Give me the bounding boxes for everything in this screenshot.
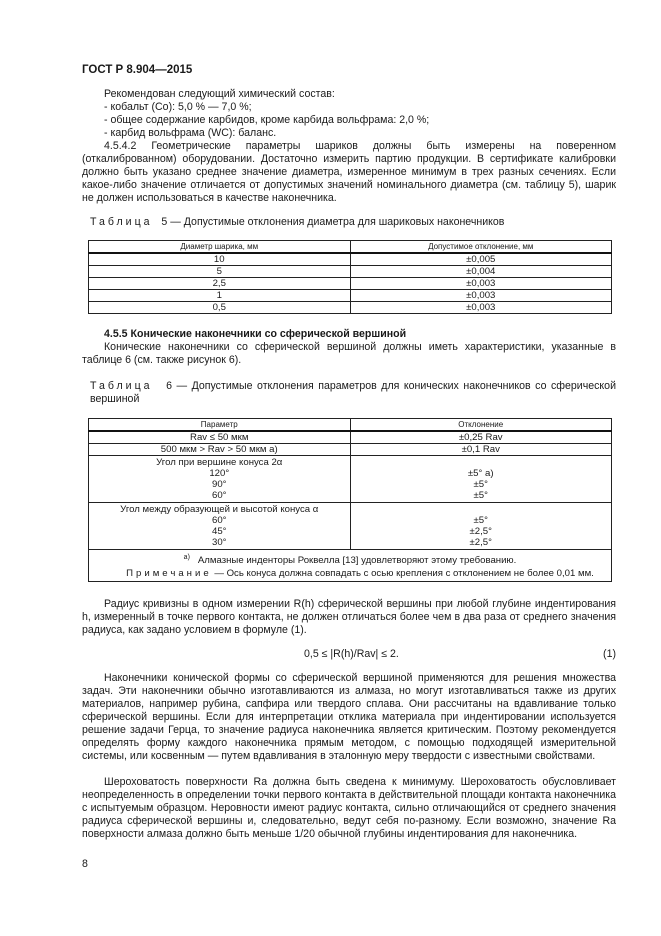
- applications-paragraph: Наконечники конической формы со сферической вершиной применяются для решения множества задач. Эти наконечники обычно изготавливаются из алмаза, но могут изготавливаться также из других материалов, например рубина, сапфира или твердого сплава. Они рассчитаны на вдавливание только сферической вершины. Если для интерпретации отклика материала при индентировании используется решение задачи Герца, то значение радиуса наконечника является критическим. Поэтому рекомендуется определять форму каждого наконечника прямым методом, с помощью подходящей измерительной системы, или косвенным — путем вдавливания в эталонную меру твердости с известными свойствами.: [82, 672, 616, 762]
- composition-item: - карбид вольфрама (WC): баланс.: [104, 127, 277, 139]
- formula-expression: 0,5 ≤ |R(h)/Rav| ≤ 2.: [304, 648, 399, 660]
- angle-value: 120°: [209, 468, 230, 479]
- section-455-title: 4.5.5 Конические наконечники со сферической вершиной: [104, 328, 407, 340]
- table5: [88, 240, 612, 314]
- angle-value: 45°: [211, 526, 227, 537]
- cell: ±0,003: [350, 302, 612, 314]
- deviation-value: ±5°: [473, 515, 488, 526]
- table-label: Таблица: [90, 216, 153, 228]
- cell: [89, 503, 351, 550]
- angle-value: 30°: [211, 537, 227, 548]
- table5-caption: [90, 216, 504, 229]
- table-row: [89, 503, 612, 550]
- standard-header: ГОСТ Р 8.904—2015: [82, 64, 193, 76]
- deviation-value: ±5° a): [467, 468, 494, 479]
- cell: 1: [89, 290, 351, 302]
- table-row: [89, 266, 612, 278]
- table-row: [89, 302, 612, 314]
- cell: ±0,25 Rav: [350, 431, 612, 444]
- cell: [89, 456, 351, 503]
- table-row: [89, 253, 612, 266]
- table6-caption: [90, 380, 616, 406]
- group-title: Угол при вершине конуса 2α: [156, 457, 283, 468]
- column-header: Параметр: [89, 419, 351, 432]
- table-row: [89, 290, 612, 302]
- cell: 5: [89, 266, 351, 278]
- composition-lead: Рекомендован следующий химический состав:: [104, 88, 335, 100]
- table-row: [89, 431, 612, 444]
- table-caption-text: 5 — Допустимые отклонения диаметра для шариковых наконечников: [161, 216, 505, 228]
- deviation-value: ±5°: [473, 490, 488, 501]
- deviation-value: ±2,5°: [469, 537, 492, 548]
- column-header: Диаметр шарика, мм: [89, 241, 351, 254]
- section-455-text: Конические наконечники со сферической вершиной должны иметь характеристики, указанные в таблице 6 (см. также рисунок 6).: [82, 341, 616, 366]
- formula-1: [82, 648, 616, 662]
- footnote-text: Алмазные инденторы Роквелла [13] удовлетворяют этому требованию.: [197, 555, 517, 567]
- angle-value: 60°: [211, 515, 227, 526]
- cell: [350, 456, 612, 503]
- cell: ±0,005: [350, 253, 612, 266]
- page-number: 8: [82, 858, 88, 870]
- table-caption-text: 6 — Допустимые отклонения параметров для конических наконечников со сферической вершиной: [90, 380, 616, 405]
- table-footnote-row: [89, 550, 612, 582]
- table-label: Таблица: [90, 380, 153, 392]
- paragraph-4542: 4.5.4.2 Геометрические параметры шариков должны быть измерены на поверенном (откалиброванном) оборудовании. Достаточно измерить партию продукции. В сертификате калибровки должно быть указано среднее значение диаметра, измеренное минимум в трех разных сечениях. Если какое-либо значение отличается от допустимых значений номинального диаметра (см. таблицу 5), шарик не должен использоваться в качестве наконечника.: [82, 140, 616, 204]
- cell: ±0,1 Rav: [350, 444, 612, 456]
- cell: 10: [89, 253, 351, 266]
- table-row: [89, 456, 612, 503]
- cell: Rav ≤ 50 мкм: [89, 431, 351, 444]
- note-text: — Ось конуса должна совпадать с осью крепления с отклонением не более 0,01 мм.: [214, 568, 594, 580]
- cell: ±0,004: [350, 266, 612, 278]
- column-header: Отклонение: [350, 419, 612, 432]
- formula-number: (1): [603, 648, 616, 660]
- cell: ±0,003: [350, 278, 612, 290]
- deviation-value: ±5°: [473, 479, 488, 490]
- composition-item: - общее содержание карбидов, кроме карбида вольфрама: 2,0 %;: [104, 114, 430, 126]
- cell: 0,5: [89, 302, 351, 314]
- cell: 2,5: [89, 278, 351, 290]
- cell: 500 мкм > Rav > 50 мкм a): [89, 444, 351, 456]
- table-row: [89, 444, 612, 456]
- roughness-paragraph: Шероховатость поверхности Ra должна быть сведена к минимуму. Шероховатость обусловливает неопределенность в определении точки первого контакта в действительной площади контакта наконечника с испытуемым образцом. Неровности имеют радиус контакта, сильно отличающийся от среднего значения радиуса сферической вершины и, следовательно, ведут себя по-разному. Если возможно, значение Ra поверхности алмаза должно быть меньше 1/20 обычной глубины индентирования для наконечника.: [82, 776, 616, 840]
- composition-item: - кобальт (Co): 5,0 % — 7,0 %;: [104, 101, 252, 113]
- table6: [88, 418, 612, 582]
- cell: [350, 503, 612, 550]
- radius-paragraph: Радиус кривизны в одном измерении R(h) сферической вершины при любой глубине индентирования h, измеренный в точке первого контакта, не должен отличаться более чем в два раза от среднего значения радиуса, как задано условием в формуле (1).: [82, 598, 616, 636]
- footnote-mark: a): [183, 554, 190, 561]
- column-header: Допустимое отклонение, мм: [350, 241, 612, 254]
- cell: ±0,003: [350, 290, 612, 302]
- table-footnote: [89, 550, 612, 582]
- table-row: [89, 278, 612, 290]
- note-label: Примечание: [126, 568, 212, 580]
- angle-value: 90°: [211, 479, 227, 490]
- group-title: Угол между образующей и высотой конуса α: [120, 504, 319, 515]
- deviation-value: ±2,5°: [469, 526, 492, 537]
- angle-value: 60°: [211, 490, 227, 501]
